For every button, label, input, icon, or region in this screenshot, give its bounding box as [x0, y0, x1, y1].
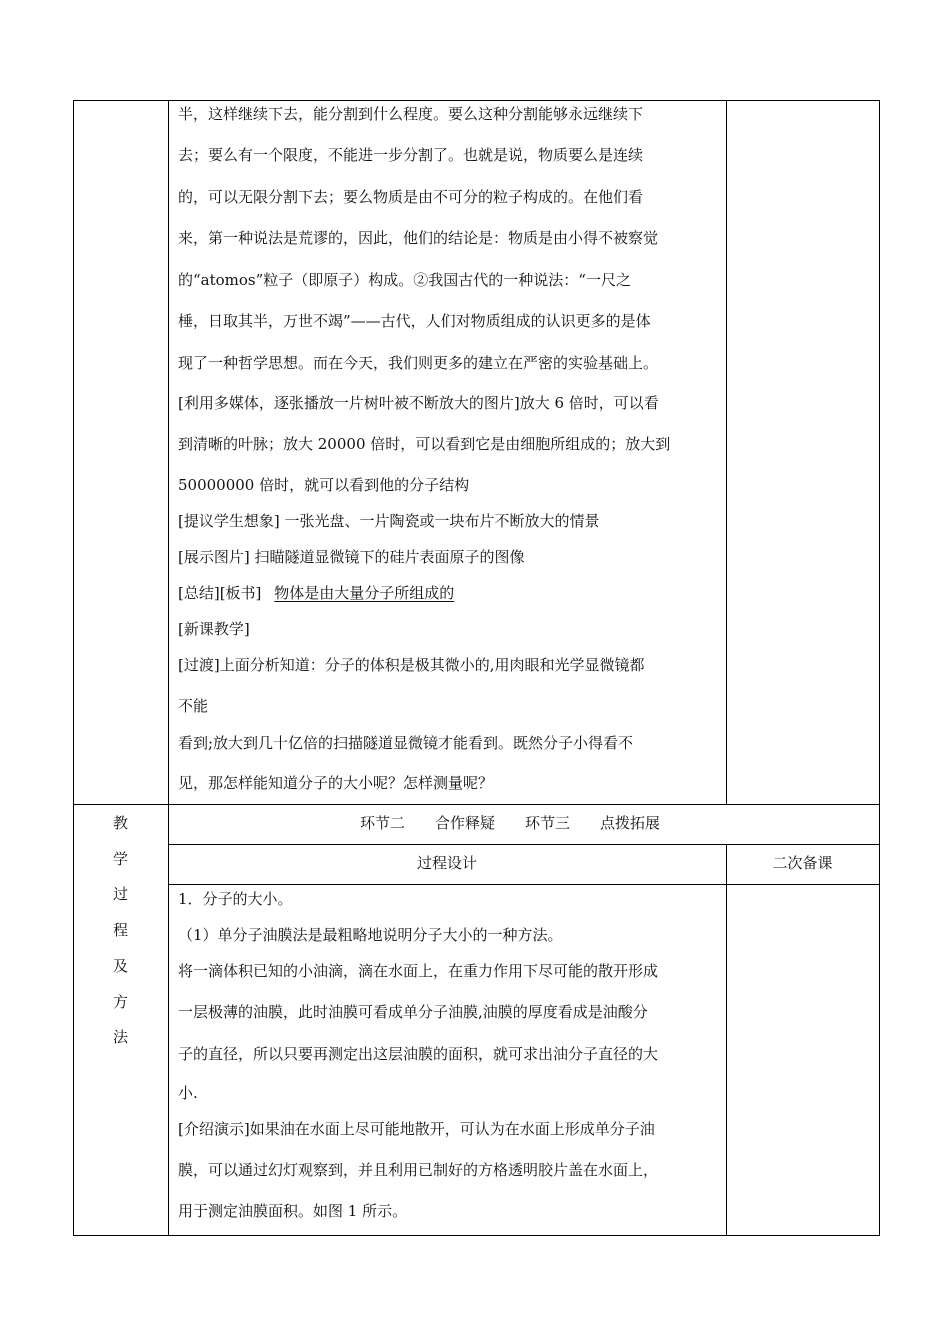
label-char: 过	[112, 885, 128, 903]
text-line: （1）单分子油膜法是最粗略地说明分子大小的一种方法。	[178, 926, 563, 944]
text-line: 50000000 倍时，就可以看到他的分子结构	[178, 476, 470, 494]
text-line: 的“atomos”粒子（即原子）构成。②我国古代的一种说法：“一尺之	[178, 271, 631, 289]
summary-line	[178, 583, 454, 603]
text-line: 一层极薄的油膜，此时油膜可看成单分子油膜,油膜的厚度看成是油酸分	[178, 1003, 648, 1021]
section-divider	[73, 804, 880, 805]
label-char: 程	[112, 921, 128, 939]
text-line: [过渡]上面分析知道：分子的体积是极其微小的,用肉眼和光学显微镜都	[178, 656, 645, 674]
label-char: 学	[112, 850, 128, 868]
text-line: 小.	[178, 1084, 198, 1102]
table-right-border	[879, 100, 880, 1236]
notes-column-divider-lower	[726, 844, 727, 1236]
table-left-border	[73, 100, 74, 1236]
text-line: [新课教学]	[178, 620, 250, 638]
text-line: 现了一种哲学思想。而在今天，我们则更多的建立在严密的实验基础上。	[178, 354, 659, 372]
column-header-process: 过程设计	[416, 854, 477, 872]
column-header-divider	[168, 884, 880, 885]
text-line: [介绍演示]如果油在水面上尽可能地散开，可认为在水面上形成单分子油	[178, 1120, 655, 1138]
text-line: 棰，日取其半，万世不竭”——古代，人们对物质组成的认识更多的是体	[178, 312, 651, 330]
text-line: 不能	[178, 697, 209, 715]
label-char: 教	[112, 814, 128, 832]
text-line: 用于测定油膜面积。如图 1 所示。	[178, 1202, 408, 1220]
column-header-secondary: 二次备课	[772, 854, 833, 872]
text-line: 半，这样继续下去，能分割到什么程度。要么这种分割能够永远继续下	[178, 105, 644, 123]
text-line: 子的直径，所以只要再测定出这层油膜的面积，就可求出油分子直径的大	[178, 1045, 659, 1063]
text-line: [提议学生想象] 一张光盘、一片陶瓷或一块布片不断放大的情景	[178, 512, 600, 530]
text-line: 到清晰的叶脉；放大 20000 倍时，可以看到它是由细胞所组成的；放大到	[178, 435, 671, 453]
label-column-divider	[168, 100, 169, 1236]
summary-tags: [总结][板书]	[178, 584, 262, 602]
summary-underlined-text: 物体是由大量分子所组成的	[274, 584, 455, 602]
table-bottom-border	[73, 1235, 880, 1236]
table-top-border	[73, 100, 880, 101]
label-char: 及	[112, 957, 128, 975]
header-row-divider	[168, 844, 880, 845]
label-char: 法	[112, 1028, 128, 1046]
text-line: 去；要么有一个限度，不能进一步分割了。也就是说，物质要么是连续	[178, 146, 644, 164]
text-line: 看到;放大到几十亿倍的扫描隧道显微镜才能看到。既然分子小得看不	[178, 734, 634, 752]
text-line: [展示图片] 扫瞄隧道显微镜下的硅片表面原子的图像	[178, 548, 525, 566]
text-line: 将一滴体积已知的小油滴，滴在水面上，在重力作用下尽可能的散开形成	[178, 962, 659, 980]
text-line: 1．分子的大小。	[178, 890, 293, 908]
text-line: 见，那怎样能知道分子的大小呢？怎样测量呢？	[178, 774, 494, 792]
text-line: 的，可以无限分割下去；要么物质是由不可分的粒子构成的。在他们看	[178, 188, 644, 206]
section-header: 环节二 合作释疑 环节三 点拨拓展	[360, 814, 661, 832]
text-line: 来，第一种说法是荒谬的，因此，他们的结论是：物质是由小得不被察觉	[178, 229, 659, 247]
notes-column-divider-upper	[726, 100, 727, 805]
text-line: 膜，可以通过幻灯观察到，并且利用已制好的方格透明胶片盖在水面上，	[178, 1161, 659, 1179]
text-line: [利用多媒体，逐张播放一片树叶被不断放大的图片]放大 6 倍时，可以看	[178, 394, 659, 412]
label-char: 方	[112, 993, 128, 1011]
